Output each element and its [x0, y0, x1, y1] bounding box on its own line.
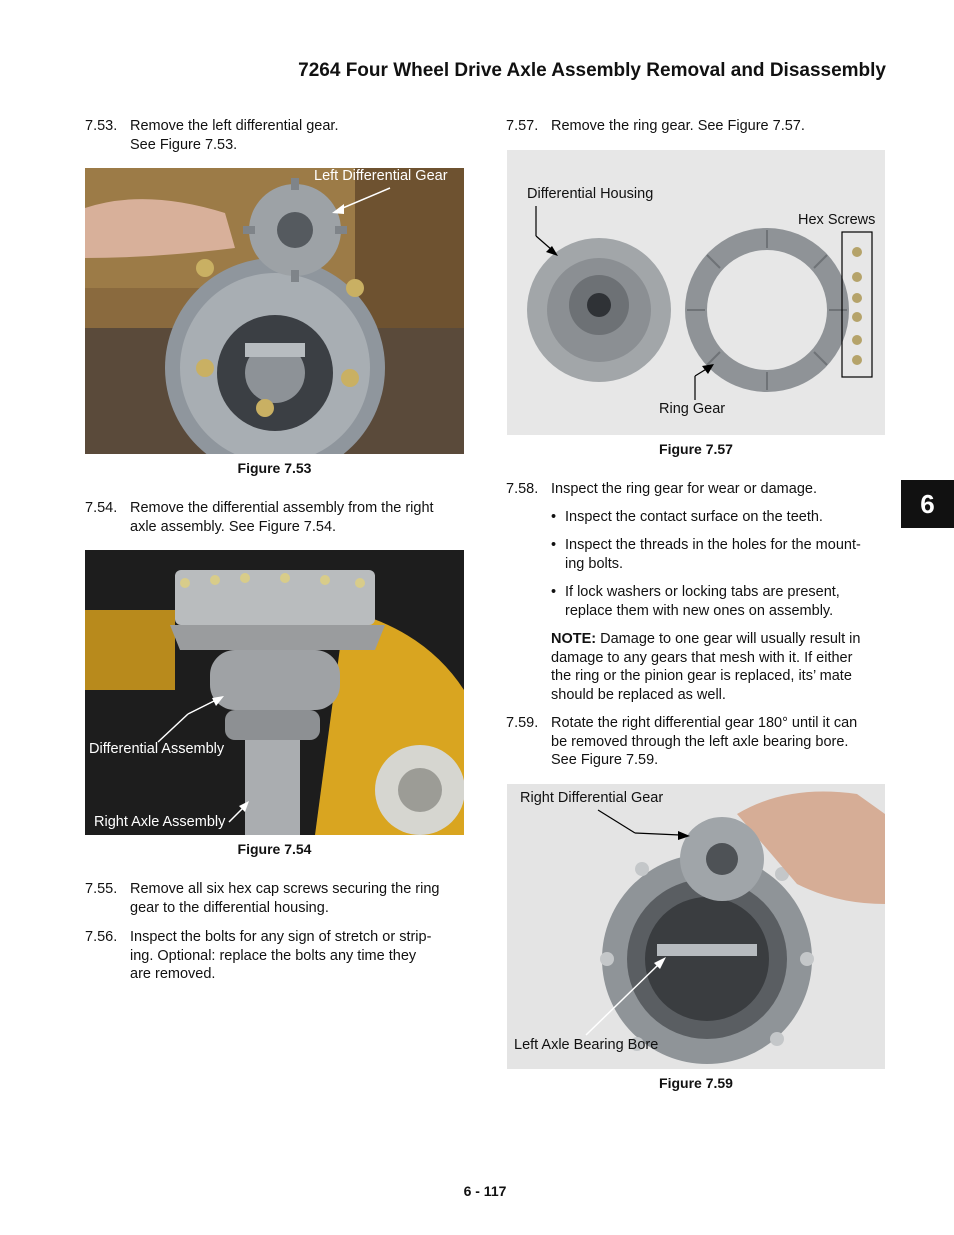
step-7-57 — [506, 117, 896, 137]
step-number: 7.55. — [85, 881, 118, 897]
step-text-line: be removed through the left axle bearing bore. — [551, 734, 849, 750]
step-7-53 — [85, 117, 475, 157]
bullet-text-line: Inspect the contact surface on the teeth. — [565, 509, 823, 525]
figure-label-hex-screws: Hex Screws — [798, 212, 876, 228]
figure-caption: Figure 7.54 — [237, 841, 312, 857]
callout-arrow-icon — [320, 180, 400, 220]
step-text-line: Remove the differential assembly from the right — [130, 500, 434, 516]
step-text-line: Remove the ring gear. See Figure 7.57. — [551, 118, 805, 134]
note-text-line: damage to any gears that mesh with it. If either — [551, 650, 853, 666]
step-text-line: ing. Optional: replace the bolts any time they — [130, 948, 417, 964]
step-text-line: Inspect the bolts for any sign of stretch or strip- — [130, 929, 432, 945]
note-block — [551, 630, 896, 710]
bullet-item — [551, 583, 891, 623]
callout-arrow-icon — [578, 955, 673, 1040]
figure-caption: Figure 7.53 — [237, 460, 312, 476]
figure-label-left-differential-gear: Left Differential Gear — [314, 168, 448, 184]
note-text-line: the ring or the pinion gear is replaced, its’ mate — [551, 668, 852, 684]
step-7-59 — [506, 714, 896, 774]
step-text-line: Inspect the ring gear for wear or damage. — [551, 481, 817, 497]
bullet-text-line: ing bolts. — [565, 556, 624, 572]
bullet-dot: • — [551, 537, 557, 553]
figure-7-53-photo — [85, 168, 464, 454]
step-number: 7.53. — [85, 118, 118, 134]
figure-label-ring-gear: Ring Gear — [659, 401, 726, 417]
step-text-line: are removed. — [130, 966, 216, 982]
step-text-line: Rotate the right differential gear 180° until it can — [551, 715, 858, 731]
figure-label-differential-assembly: Differential Assembly — [89, 741, 225, 757]
callout-arrow-icon — [688, 360, 718, 405]
step-number: 7.56. — [85, 929, 118, 945]
bullet-dot: • — [551, 509, 557, 525]
figure-label-right-axle-assembly: Right Axle Assembly — [94, 814, 226, 830]
figure-caption: Figure 7.59 — [659, 1075, 733, 1091]
callout-arrow-icon — [530, 200, 570, 260]
step-7-54 — [85, 499, 475, 539]
figure-label-right-differential-gear: Right Differential Gear — [520, 790, 664, 806]
step-text-line: Remove all six hex cap screws securing the ring — [130, 881, 440, 897]
bullet-text-line: replace them with new ones on assembly. — [565, 603, 834, 619]
step-number: 7.54. — [85, 500, 118, 516]
step-7-58 — [506, 480, 896, 500]
step-text-line: Remove the left differential gear. — [130, 118, 339, 134]
page-number: 6 - 117 — [463, 1183, 507, 1199]
bullet-dot: • — [551, 584, 557, 600]
step-number: 7.59. — [506, 715, 539, 731]
step-text-line: axle assembly. See Figure 7.54. — [130, 519, 337, 535]
bullet-text-line: Inspect the threads in the holes for the mount- — [565, 537, 861, 553]
figure-label-differential-housing: Differential Housing — [527, 186, 654, 202]
step-text-line: gear to the differential housing. — [130, 900, 329, 916]
step-number: 7.58. — [506, 481, 539, 497]
step-text-line: See Figure 7.59. — [551, 752, 659, 768]
figure-caption: Figure 7.57 — [659, 441, 733, 457]
callout-arrow-icon — [590, 805, 695, 845]
step-7-55 — [85, 880, 475, 920]
callout-arrow-icon — [225, 800, 255, 830]
step-7-56 — [85, 928, 475, 988]
figure-7-59-photo — [507, 784, 885, 1069]
note-text-line: should be replaced as well. — [551, 687, 726, 703]
bullet-item — [551, 536, 891, 576]
note-label: NOTE: — [551, 631, 597, 647]
figure-label-left-axle-bearing-bore: Left Axle Bearing Bore — [514, 1037, 659, 1053]
chapter-tab: 6 — [901, 480, 954, 528]
step-text-line: See Figure 7.53. — [130, 137, 238, 153]
callout-arrow-icon — [150, 690, 230, 750]
note-text-line: Damage to one gear will usually result in — [596, 631, 861, 647]
figure-7-54-photo — [85, 550, 464, 835]
page-title: 7264 Four Wheel Drive Axle Assembly Removal and Disassembly — [298, 60, 886, 81]
bullet-text-line: If lock washers or locking tabs are present, — [565, 584, 840, 600]
step-number: 7.57. — [506, 118, 539, 134]
bullet-item — [551, 508, 891, 528]
